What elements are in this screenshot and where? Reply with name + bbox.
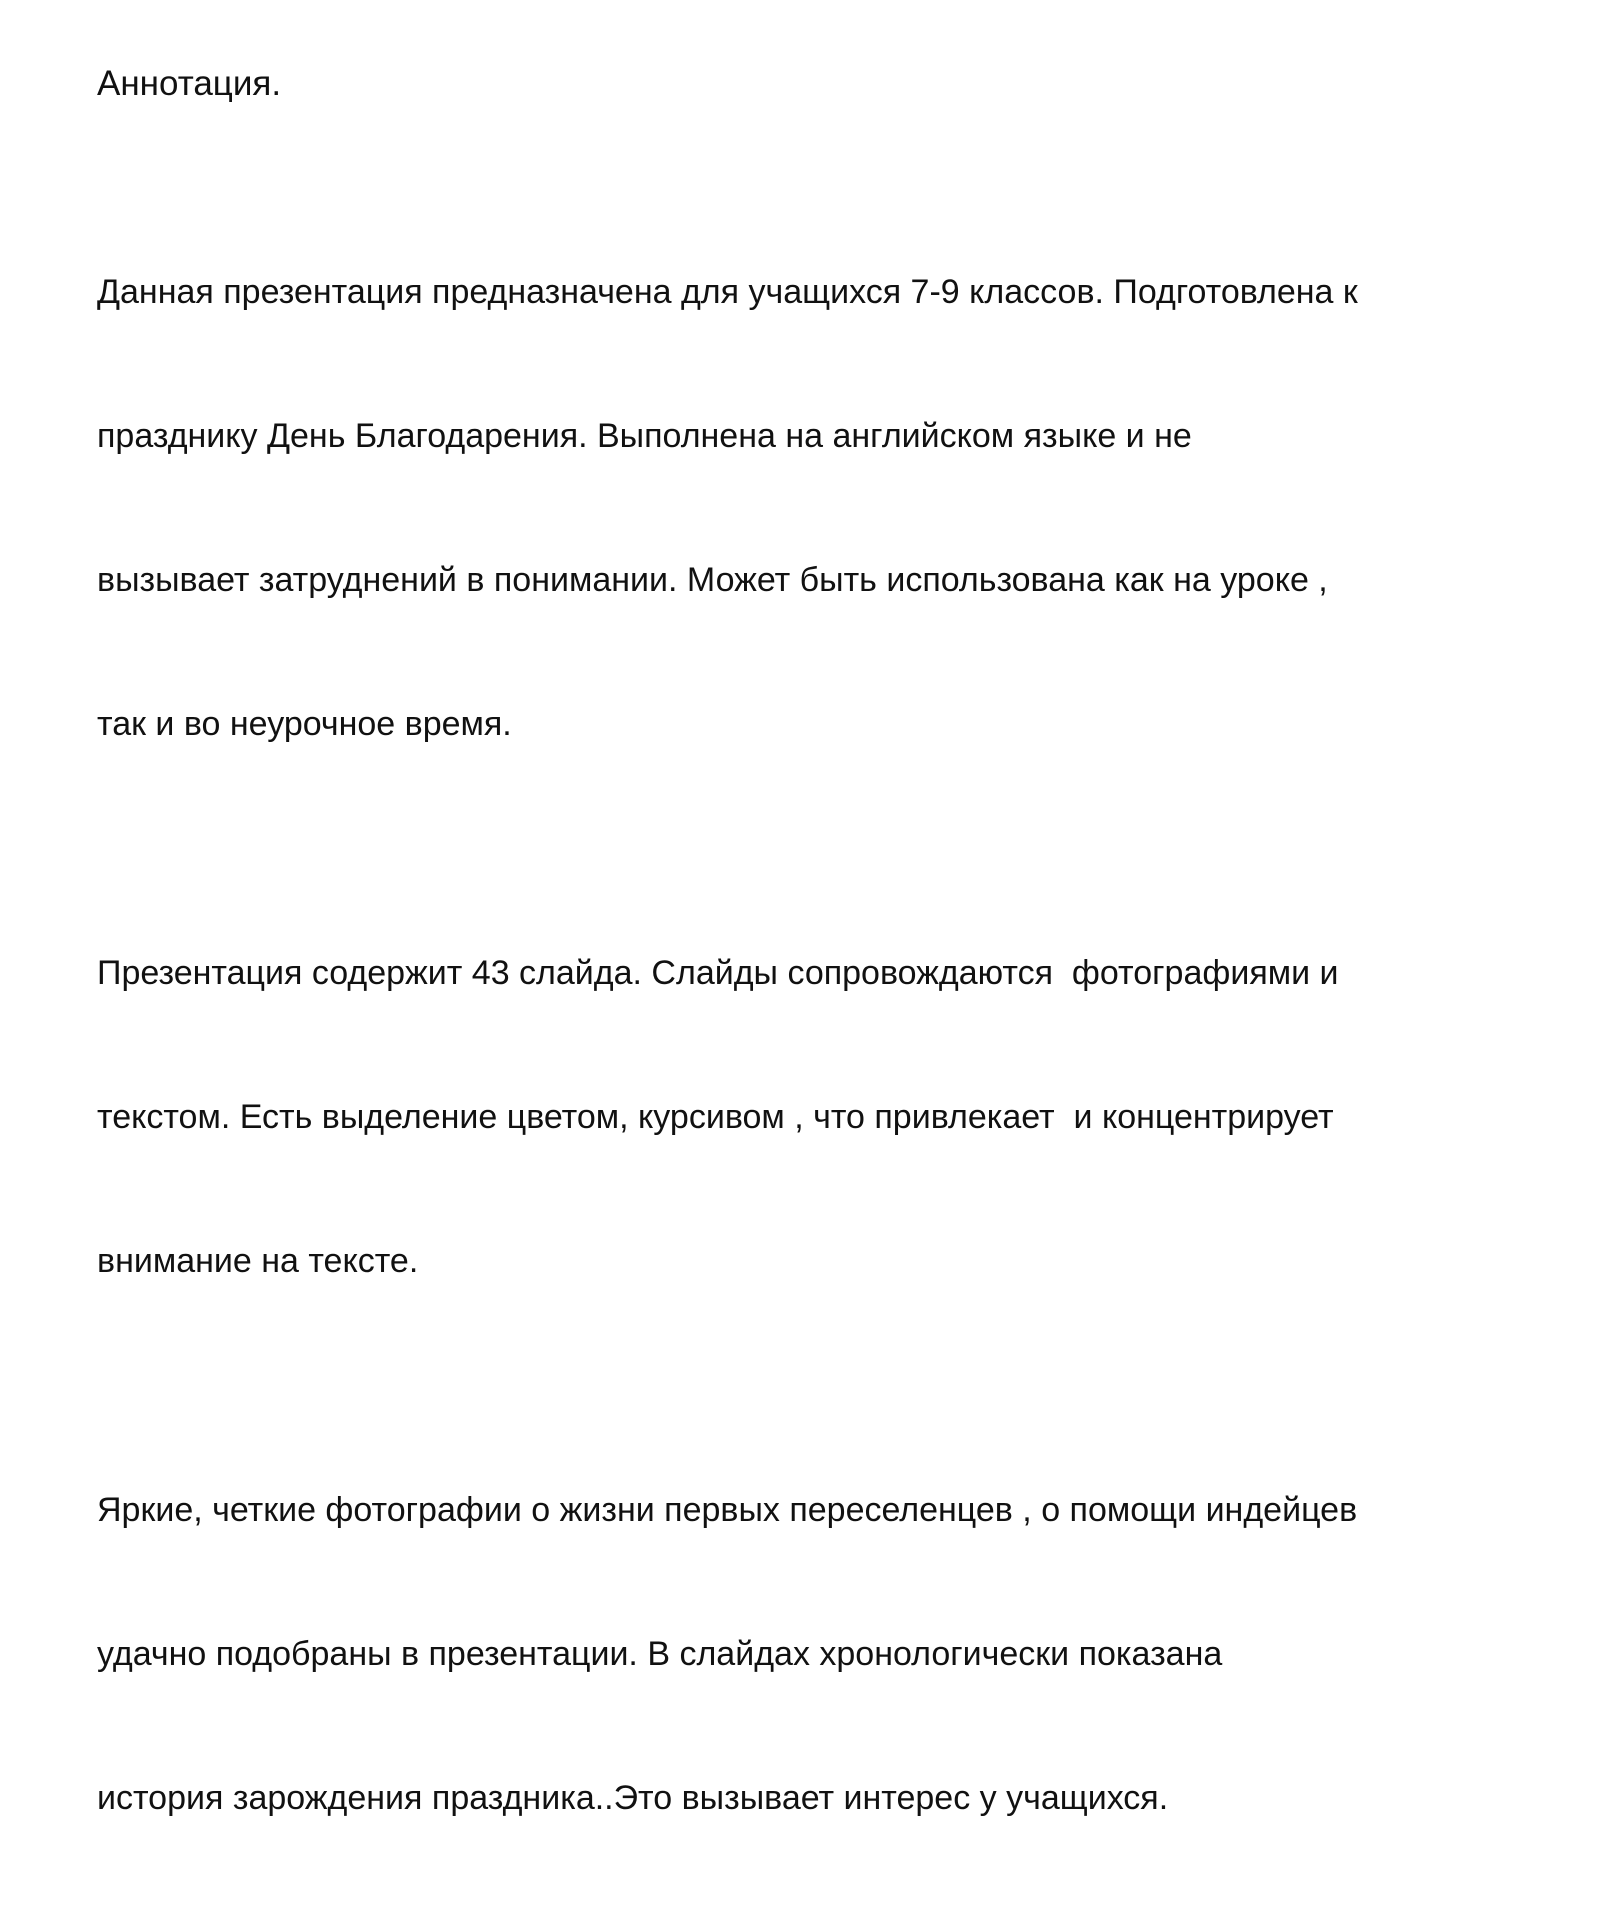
slide-body <box>97 172 1517 1927</box>
paragraph-line: текстом. Есть выделение цветом, курсивом , что привлекает и концентрирует <box>97 1098 1334 1136</box>
paragraph-line: история зарождения праздника..Это вызывает интерес у учащихся. <box>97 1779 1169 1817</box>
paragraph-line: вызывает затруднений в понимании. Может быть использована как на уроке , <box>97 561 1328 599</box>
paragraph-contents <box>97 853 1517 1381</box>
paragraph-line: внимание на тексте. <box>97 1242 419 1280</box>
paragraph-intro <box>97 172 1517 844</box>
paragraph-line: удачно подобраны в презентации. В слайдах хронологически показана <box>97 1635 1223 1673</box>
paragraph-line: так и во неурочное время. <box>97 705 512 743</box>
paragraph-line: Данная презентация предназначена для учащихся 7-9 классов. Подготовлена к <box>97 273 1358 311</box>
paragraph-line: Яркие, четкие фотографии о жизни первых переселенцев , о помощи индейцев <box>97 1491 1358 1529</box>
slide-title: Аннотация. <box>97 64 282 103</box>
paragraph-line: Презентация содержит 43 слайда. Слайды сопровождаются фотографиями и <box>97 954 1339 992</box>
paragraph-line: празднику День Благодарения. Выполнена на английском языке и не <box>97 417 1192 455</box>
paragraph-photos <box>97 1390 1517 1918</box>
